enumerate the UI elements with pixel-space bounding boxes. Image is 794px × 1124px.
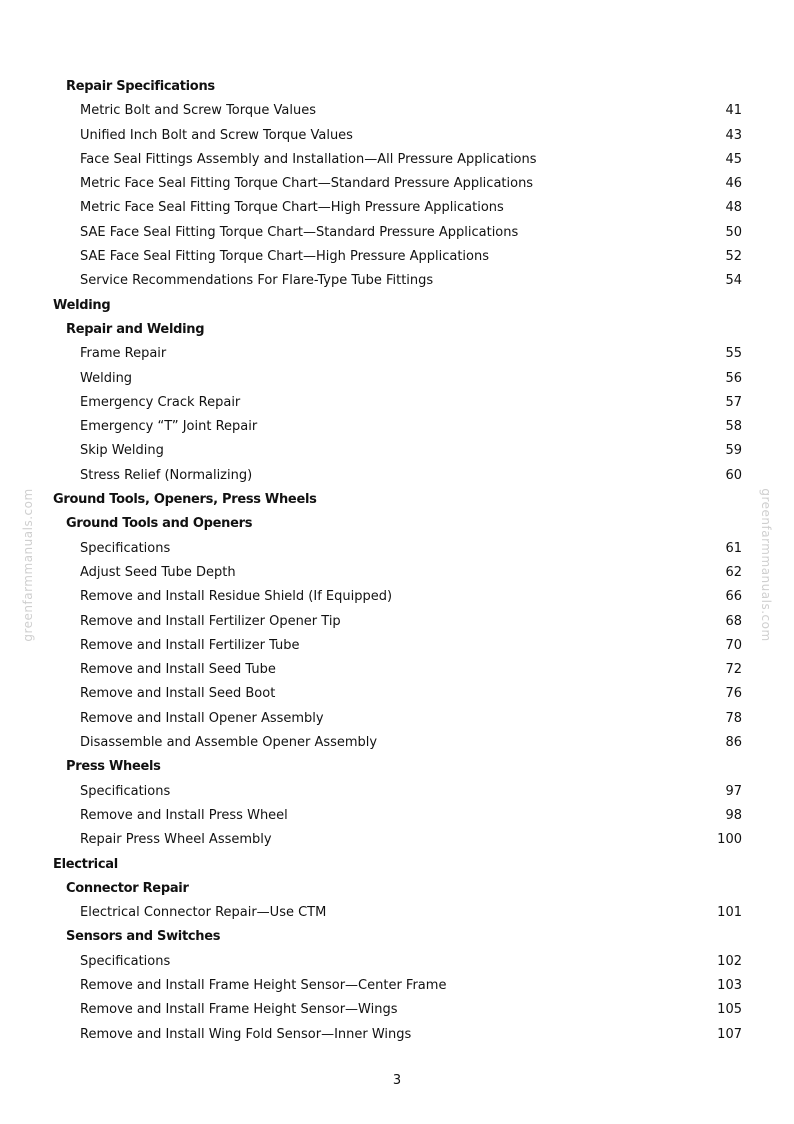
toc-entry-page: 46 [725, 176, 742, 192]
toc-entry-page: 43 [725, 127, 742, 143]
toc-entry-page: 105 [717, 1002, 742, 1018]
toc-entry-title: Remove and Install Fertilizer Tube [80, 637, 300, 653]
toc-entry-title: SAE Face Seal Fitting Torque Chart—High Pressure Applications [80, 249, 490, 265]
toc-entry-title: Electrical Connector Repair—Use CTM [80, 905, 327, 921]
toc-entry[interactable] [0, 731, 794, 755]
toc-entry-page: 66 [725, 589, 742, 605]
toc-entry[interactable] [0, 367, 794, 391]
toc-entry-page: 86 [725, 735, 742, 751]
toc-entry-title: Metric Face Seal Fitting Torque Chart—Standard Pressure Applications [80, 176, 534, 192]
toc-entry[interactable] [0, 585, 794, 609]
toc-entry-title: Emergency Crack Repair [80, 394, 241, 410]
toc-entry[interactable] [0, 124, 794, 148]
toc-entry-page: 107 [717, 1026, 742, 1042]
toc-subsection-heading[interactable] [0, 512, 794, 536]
toc-entry[interactable] [0, 901, 794, 925]
toc-entry-title: Disassemble and Assemble Opener Assembly [80, 735, 378, 751]
toc-entry[interactable] [0, 561, 794, 585]
toc-entry-title: Skip Welding [80, 443, 164, 459]
toc-entry[interactable] [0, 75, 794, 99]
toc-entry[interactable] [0, 1023, 794, 1047]
toc-subsection-heading[interactable] [0, 877, 794, 901]
toc-subsection-heading[interactable] [0, 318, 794, 342]
toc-section-heading[interactable] [0, 853, 794, 877]
toc-entry[interactable] [0, 707, 794, 731]
toc-entry-title: Connector Repair [66, 880, 189, 896]
toc-entry-page: 98 [725, 807, 742, 823]
toc-entry-page: 54 [725, 273, 742, 289]
table-of-contents [0, 75, 794, 1047]
toc-entry[interactable] [0, 610, 794, 634]
toc-entry[interactable] [0, 780, 794, 804]
toc-entry[interactable] [0, 221, 794, 245]
toc-entry-title: Remove and Install Press Wheel [80, 807, 288, 823]
toc-entry-title: Remove and Install Seed Boot [80, 686, 276, 702]
toc-entry[interactable] [0, 439, 794, 463]
toc-entry-title: Specifications [80, 783, 171, 799]
toc-entry-page: 72 [725, 662, 742, 678]
toc-entry[interactable] [0, 269, 794, 293]
toc-entry-title: Remove and Install Frame Height Sensor—Center Frame [80, 977, 447, 993]
toc-entry-page: 61 [725, 540, 742, 556]
toc-entry-page: 56 [725, 370, 742, 386]
toc-entry[interactable] [0, 342, 794, 366]
toc-entry-title: Specifications [80, 953, 171, 969]
toc-entry-page: 78 [725, 710, 742, 726]
toc-entry-page: 60 [725, 467, 742, 483]
toc-entry-page: 103 [717, 977, 742, 993]
toc-entry-title: Repair Specifications [66, 79, 215, 94]
toc-entry-title: SAE Face Seal Fitting Torque Chart—Standard Pressure Applications [80, 224, 519, 240]
toc-entry-page: 100 [717, 832, 742, 848]
toc-entry-title: Adjust Seed Tube Depth [80, 564, 236, 580]
watermark-right: greenfarmmanuals.com [759, 488, 773, 642]
toc-entry-title: Remove and Install Wing Fold Sensor—Inner Wings [80, 1026, 412, 1042]
toc-entry-page: 52 [725, 249, 742, 265]
toc-entry-title: Sensors and Switches [66, 929, 221, 945]
toc-entry-title: Welding [53, 297, 111, 313]
toc-entry-title: Repair Press Wheel Assembly [80, 832, 272, 848]
toc-entry-title: Remove and Install Frame Height Sensor—Wings [80, 1002, 398, 1018]
page-number: 3 [392, 1073, 402, 1088]
toc-entry-page: 70 [725, 637, 742, 653]
toc-entry-title: Ground Tools, Openers, Press Wheels [53, 492, 317, 508]
toc-subsection-heading[interactable] [0, 925, 794, 949]
toc-entry-page: 76 [725, 686, 742, 702]
toc-entry-title: Remove and Install Fertilizer Opener Tip [80, 613, 341, 629]
toc-entry-page: 45 [725, 151, 742, 167]
toc-entry-page: 62 [725, 564, 742, 580]
toc-entry-page: 102 [717, 953, 742, 969]
toc-section-heading[interactable] [0, 488, 794, 512]
toc-entry[interactable] [0, 828, 794, 852]
toc-subsection-heading[interactable] [0, 755, 794, 779]
toc-entry-page: 55 [725, 346, 742, 362]
toc-entry[interactable] [0, 196, 794, 220]
toc-entry[interactable] [0, 99, 794, 123]
toc-entry-page: 97 [725, 783, 742, 799]
toc-entry-title: Repair and Welding [66, 321, 205, 337]
toc-entry-title: Emergency “T” Joint Repair [80, 419, 258, 435]
toc-entry-title: Metric Face Seal Fitting Torque Chart—High Pressure Applications [80, 200, 504, 216]
toc-entry[interactable] [0, 415, 794, 439]
toc-entry-title: Service Recommendations For Flare-Type Tube Fittings [80, 273, 434, 289]
toc-entry-title: Remove and Install Seed Tube [80, 662, 276, 678]
toc-entry[interactable] [0, 245, 794, 269]
toc-entry-title: Frame Repair [80, 346, 167, 362]
toc-entry[interactable] [0, 391, 794, 415]
toc-entry-title: Stress Relief (Normalizing) [80, 467, 253, 483]
toc-entry-page: 58 [725, 419, 742, 435]
toc-entry[interactable] [0, 804, 794, 828]
toc-entry-title: Metric Bolt and Screw Torque Values [80, 103, 316, 119]
toc-entry[interactable] [0, 172, 794, 196]
toc-entry-title: Press Wheels [66, 759, 161, 775]
toc-entry-page: 59 [725, 443, 742, 459]
toc-entry-page: 68 [725, 613, 742, 629]
toc-entry-title: Electrical [53, 856, 118, 872]
toc-entry-page: 50 [725, 224, 742, 240]
toc-entry-page: 57 [725, 394, 742, 410]
toc-entry-title: Ground Tools and Openers [66, 516, 253, 532]
toc-entry[interactable] [0, 974, 794, 998]
toc-entry-title: Unified Inch Bolt and Screw Torque Values [80, 127, 353, 143]
toc-entry-title: Remove and Install Residue Shield (If Equipped) [80, 589, 393, 605]
toc-entry-title: Remove and Install Opener Assembly [80, 710, 324, 726]
toc-entry[interactable] [0, 682, 794, 706]
toc-section-heading[interactable] [0, 294, 794, 318]
toc-entry[interactable] [0, 998, 794, 1022]
toc-entry[interactable] [0, 634, 794, 658]
toc-entry-page: 41 [725, 103, 742, 119]
toc-entry-title: Face Seal Fittings Assembly and Installation—All Pressure Applications [80, 151, 537, 167]
toc-entry-page: 101 [717, 905, 742, 921]
toc-entry[interactable] [0, 148, 794, 172]
toc-entry[interactable] [0, 537, 794, 561]
toc-entry-page: 48 [725, 200, 742, 216]
toc-entry-title: Welding [80, 370, 133, 386]
toc-entry[interactable] [0, 950, 794, 974]
toc-entry[interactable] [0, 658, 794, 682]
toc-entry-title: Specifications [80, 540, 171, 556]
watermark-left: greenfarmmanuals.com [21, 488, 35, 642]
toc-entry[interactable] [0, 464, 794, 488]
